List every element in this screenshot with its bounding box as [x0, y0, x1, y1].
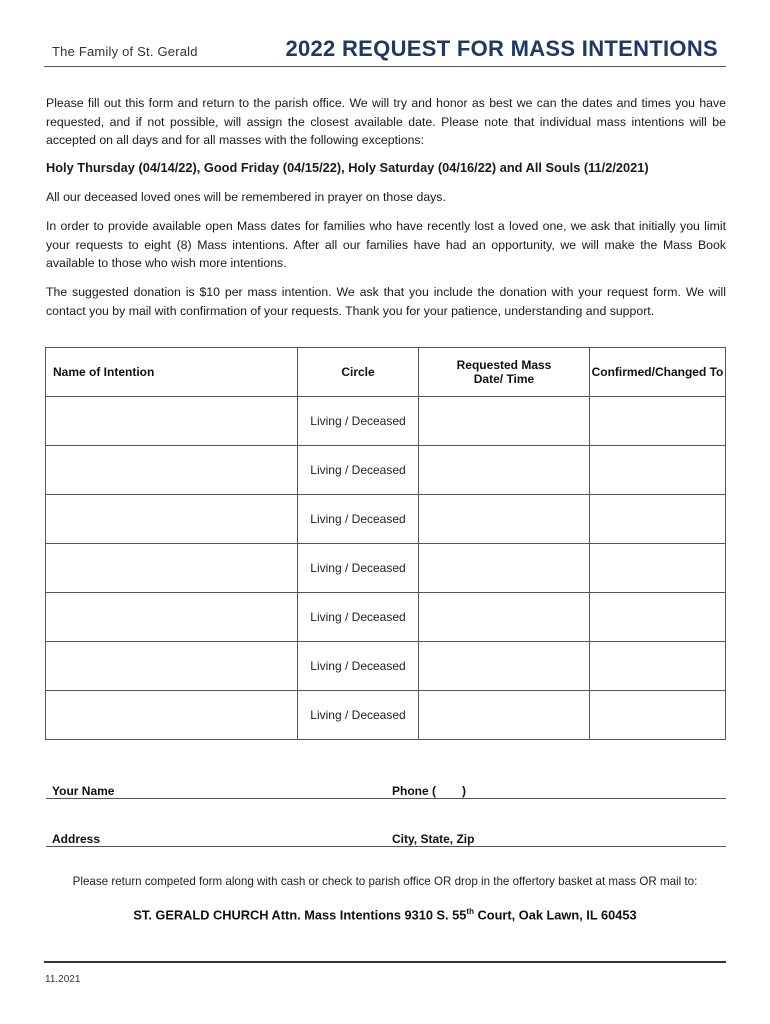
city-state-zip-field[interactable] — [386, 832, 726, 847]
your-name-field[interactable] — [46, 784, 390, 799]
confirmed-cell — [590, 446, 726, 495]
circle-cell[interactable]: Living / Deceased — [298, 495, 419, 544]
page-header — [44, 36, 726, 67]
circle-cell[interactable]: Living / Deceased — [298, 691, 419, 740]
address-field[interactable] — [46, 832, 390, 847]
intention-name-cell[interactable] — [46, 495, 298, 544]
requested-date-cell[interactable] — [419, 446, 590, 495]
form-version: 11.2021 — [45, 974, 81, 985]
table-header-row — [46, 348, 726, 397]
address-label: Address — [52, 832, 101, 846]
table-row — [46, 642, 726, 691]
intention-name-cell[interactable] — [46, 642, 298, 691]
intentions-table — [45, 347, 726, 740]
header-name-of-intention: Name of Intention — [46, 348, 298, 397]
footer-divider — [44, 961, 726, 963]
circle-cell[interactable]: Living / Deceased — [298, 446, 419, 495]
intro-paragraph: Please fill out this form and return to the parish office. We will try and honor as best we can the dates and times you have requested, and if not possible, will assign the closest available date. Please note that individual mass intentions will be accepted on all days and for all masses with the following exceptions: — [46, 96, 726, 147]
header-requested-date — [419, 348, 590, 397]
form-title: 2022 REQUEST FOR MASS INTENTIONS — [285, 36, 718, 61]
confirmed-cell — [590, 495, 726, 544]
requested-date-cell[interactable] — [419, 544, 590, 593]
confirmed-cell — [590, 593, 726, 642]
table-row — [46, 544, 726, 593]
intention-name-cell[interactable] — [46, 446, 298, 495]
mailing-address-ordinal: th — [466, 907, 474, 916]
city-state-zip-label: City, State, Zip — [392, 832, 475, 846]
requested-date-cell[interactable] — [419, 642, 590, 691]
header-requested-date-line2: Date/ Time — [473, 372, 535, 386]
circle-cell[interactable]: Living / Deceased — [298, 397, 419, 446]
table-row — [46, 446, 726, 495]
organization-name: The Family of St. Gerald — [52, 44, 198, 59]
phone-field[interactable] — [386, 784, 726, 799]
your-name-label: Your Name — [52, 784, 115, 798]
remembered-paragraph: All our deceased loved ones will be remembered in prayer on those days. — [46, 190, 446, 204]
return-instructions: Please return competed form along with cash or check to parish office OR drop in the offertory basket at mass OR mail to: — [72, 875, 698, 888]
confirmed-cell — [590, 691, 726, 740]
table-row — [46, 495, 726, 544]
table-row — [46, 691, 726, 740]
intention-name-cell[interactable] — [46, 397, 298, 446]
mailing-address — [0, 907, 770, 922]
requested-date-cell[interactable] — [419, 593, 590, 642]
intention-name-cell[interactable] — [46, 593, 298, 642]
table-row — [46, 397, 726, 446]
circle-cell[interactable]: Living / Deceased — [298, 642, 419, 691]
table-row — [46, 593, 726, 642]
exceptions-paragraph: Holy Thursday (04/14/22), Good Friday (04/15/22), Holy Saturday (04/16/22) and All Souls (11/2/2021) — [46, 160, 649, 175]
confirmed-cell — [590, 642, 726, 691]
confirmed-cell — [590, 544, 726, 593]
donation-paragraph: The suggested donation is $10 per mass intention. We ask that you include the donation with your request form. We will contact you by mail with confirmation of your requests. Thank you for your patience, understanding and support. — [46, 285, 726, 318]
mailing-address-main: ST. GERALD CHURCH Attn. Mass Intentions 9310 S. 55 — [133, 907, 467, 923]
header-circle: Circle — [298, 348, 419, 397]
mailing-address-rest: Court, Oak Lawn, IL 60453 — [473, 907, 637, 923]
requested-date-cell[interactable] — [419, 397, 590, 446]
intention-name-cell[interactable] — [46, 691, 298, 740]
confirmed-cell — [590, 397, 726, 446]
header-confirmed-changed: Confirmed/Changed To — [590, 348, 726, 397]
intention-name-cell[interactable] — [46, 544, 298, 593]
phone-close-paren: ) — [462, 784, 466, 798]
circle-cell[interactable]: Living / Deceased — [298, 544, 419, 593]
phone-label: Phone ( — [392, 784, 436, 798]
requested-date-cell[interactable] — [419, 495, 590, 544]
header-requested-date-line1: Requested Mass — [456, 358, 552, 372]
circle-cell[interactable]: Living / Deceased — [298, 593, 419, 642]
requested-date-cell[interactable] — [419, 691, 590, 740]
limit-paragraph: In order to provide available open Mass dates for families who have recently lost a loved one, we ask that initially you limit your requests to eight (8) Mass intentions. After all our families have had an opportunity, we will make the Mass Book available to those who wish more intentions. — [46, 219, 726, 270]
